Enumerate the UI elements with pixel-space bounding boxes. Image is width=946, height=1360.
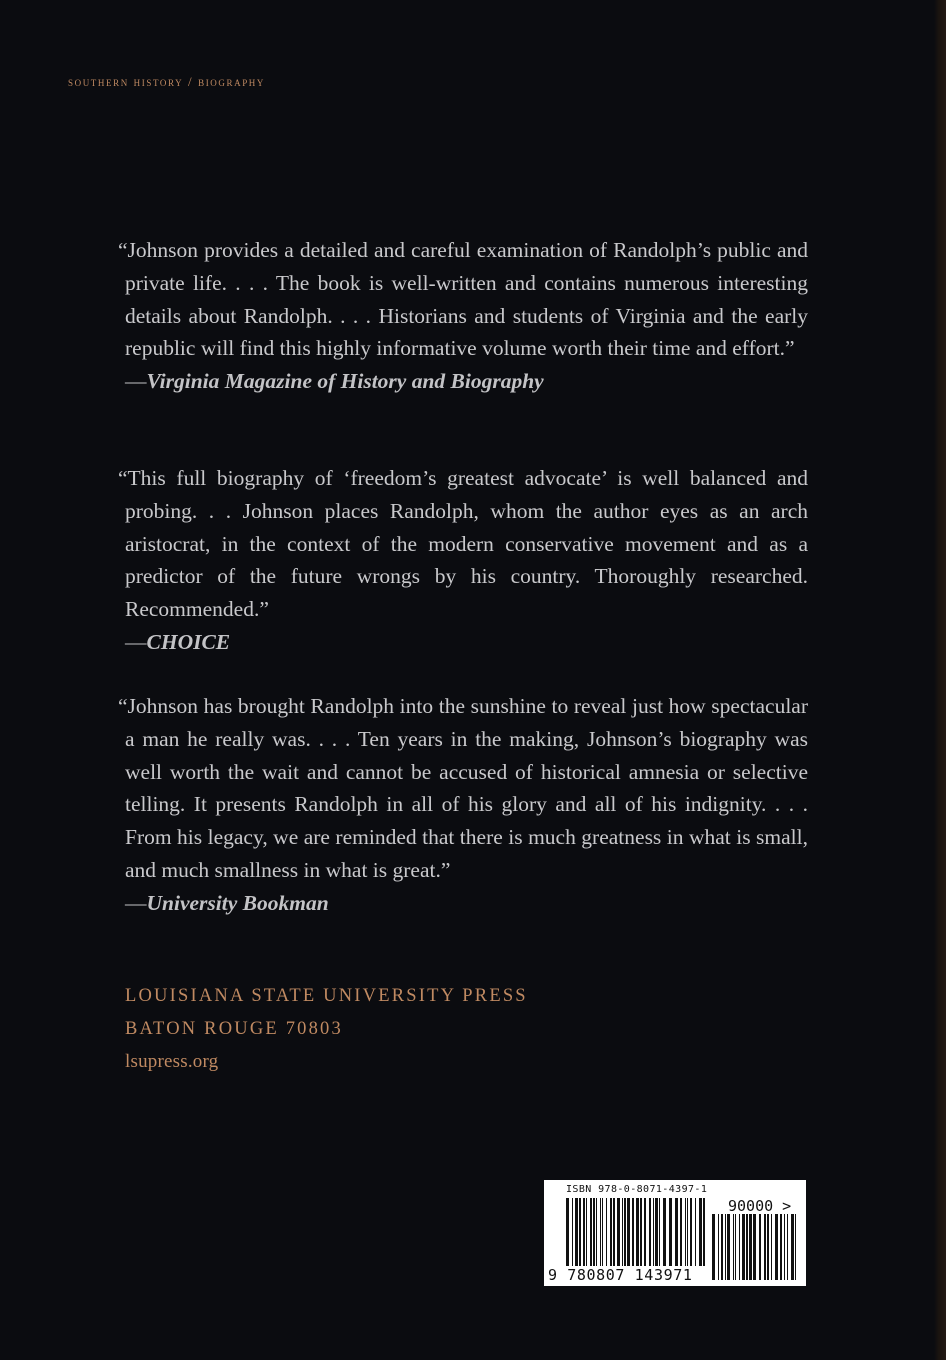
- barcode-bar: [636, 1198, 639, 1266]
- review-quote: “Johnson provides a detailed and careful examination of Randolph’s public and private life. . . . The book is well-written and contains numerous interesting details about Randolph. . . . Historians and students of Virginia and the early republic will find this highly informative volume worth their time and effort.”: [118, 238, 808, 361]
- barcode-bar: [579, 1198, 581, 1266]
- barcode-bar: [655, 1198, 658, 1266]
- barcode-bar: [687, 1198, 688, 1266]
- review-quote: “This full biography of ‘freedom’s greatest advocate’ is well balanced and probing. . . Johnson places Randolph, whom the author eyes as an arch aristocrat, in the context of the modern conservative movement and as a predictor of the future wrongs by his country. Thoroughly researched. Recommended.”: [118, 466, 808, 622]
- barcode-bar: [627, 1198, 630, 1266]
- publisher-name: LOUISIANA STATE UNIVERSITY PRESS: [125, 986, 528, 1006]
- barcode-bar: [586, 1198, 587, 1266]
- barcode-bar: [575, 1198, 578, 1266]
- review-source-name: Virginia Magazine of History and Biography: [146, 369, 544, 394]
- barcode-bar: [764, 1214, 766, 1280]
- barcode-bar: [759, 1214, 761, 1280]
- barcode-bar: [669, 1198, 672, 1266]
- barcode-bar: [596, 1198, 597, 1266]
- barcode-bar: [780, 1214, 782, 1280]
- review-choice: [118, 462, 808, 659]
- barcode-bar: [593, 1198, 595, 1266]
- barcode-bar: [617, 1198, 620, 1266]
- barcode-bar: [775, 1214, 778, 1280]
- publisher-block: [125, 980, 528, 1078]
- barcode-bar: [795, 1214, 796, 1280]
- barcode-bar: [680, 1198, 682, 1266]
- barcode-bar: [566, 1198, 569, 1266]
- barcode-bar: [784, 1214, 785, 1280]
- barcode-bar: [613, 1198, 615, 1266]
- barcode-bar: [742, 1214, 745, 1280]
- barcode-bar: [695, 1198, 696, 1266]
- spine-edge: [934, 0, 946, 1360]
- barcode-bar: [675, 1198, 678, 1266]
- barcode-bar: [703, 1198, 705, 1266]
- barcode-bar: [746, 1214, 748, 1280]
- barcode-bar: [753, 1214, 756, 1280]
- barcode-bar: [791, 1214, 794, 1280]
- barcode-bar: [767, 1214, 769, 1280]
- review-source: [118, 626, 808, 659]
- isbn-label: ISBN 978-0-8071-4397-1: [566, 1184, 708, 1195]
- barcode-bar: [644, 1198, 646, 1266]
- review-university-bookman: [118, 690, 808, 920]
- barcode-bar: [640, 1198, 642, 1266]
- category-label: southern history / biography: [68, 74, 266, 89]
- barcode-bar: [583, 1198, 585, 1266]
- barcode-bar: [602, 1198, 603, 1266]
- barcode-bar: [718, 1214, 719, 1280]
- source-dash: —: [125, 890, 147, 915]
- isbn-barcode: [544, 1180, 806, 1286]
- barcode-bar: [749, 1214, 752, 1280]
- barcode-digits: 9 780807 143971: [548, 1266, 693, 1284]
- barcode-bar: [659, 1198, 660, 1266]
- barcode-bar: [739, 1214, 740, 1280]
- barcode-bar: [653, 1198, 654, 1266]
- barcode-bar: [624, 1198, 626, 1266]
- barcode-bar: [622, 1198, 623, 1266]
- barcode-bar: [735, 1214, 736, 1280]
- barcode-bar: [632, 1198, 634, 1266]
- review-virginia-magazine: [118, 234, 808, 398]
- barcode-bar: [685, 1198, 686, 1266]
- review-quote: “Johnson has brought Randolph into the sunshine to reveal just how spectacular a man he really was. . . . Ten years in the making, Johnson’s biography was well worth the wait and cannot be accused of historical amnesia or selective telling. It presents Randolph in all of his glory and all of his indignity. . . . From his legacy, we are reminded that there is much greatness in what is small, and much smallness in what is great.”: [118, 694, 808, 882]
- barcode-bar: [699, 1198, 702, 1266]
- barcode-bar: [590, 1198, 592, 1266]
- barcode-bar: [663, 1198, 666, 1266]
- barcode-addon: 90000 >: [728, 1197, 792, 1215]
- source-dash: —: [125, 629, 147, 654]
- publisher-city: BATON ROUGE 70803: [125, 1018, 343, 1039]
- barcode-bar: [733, 1214, 734, 1280]
- barcode-bar: [606, 1198, 607, 1266]
- review-source: [118, 887, 808, 920]
- barcode-bar: [690, 1198, 692, 1266]
- barcode-bar: [721, 1214, 723, 1280]
- barcode-bar: [727, 1214, 730, 1280]
- barcode-bar: [649, 1198, 651, 1266]
- review-source: [118, 365, 808, 398]
- publisher-url: lsupress.org: [125, 1050, 219, 1072]
- barcode-bar: [712, 1214, 715, 1280]
- barcode-bar: [572, 1198, 573, 1266]
- barcode-bar: [610, 1198, 612, 1266]
- review-source-name: University Bookman: [146, 890, 329, 915]
- barcode-bar: [600, 1198, 601, 1266]
- barcode-bar: [787, 1214, 788, 1280]
- review-source-name: CHOICE: [146, 629, 231, 654]
- barcode-bar: [771, 1214, 772, 1280]
- source-dash: —: [125, 369, 147, 394]
- barcode-bar: [725, 1214, 726, 1280]
